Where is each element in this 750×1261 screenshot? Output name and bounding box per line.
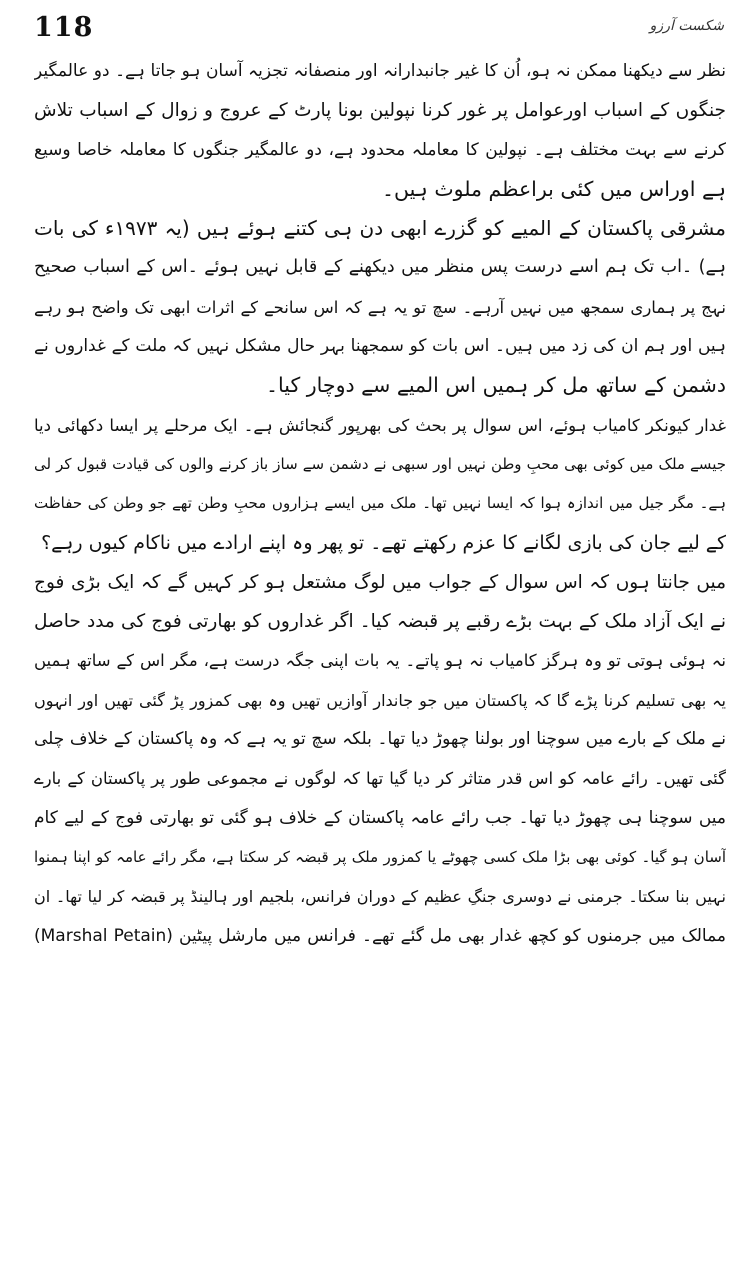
text-line: میں جانتا ہوں کہ اس سوال کے جواب میں لوگ مشتعل ہو کر کہیں گے کہ ایک بڑی فوج	[34, 571, 726, 593]
text-line: ہے اوراس میں کئی براعظم ملوث ہیں۔	[381, 176, 726, 201]
text-line: نہ ہوئی ہوتی تو وہ ہرگز کامیاب نہ ہو پاتے۔ یہ بات اپنی جگہ درست ہے، مگر اس کے ساتھ ہمیں	[34, 651, 726, 671]
paragraph-1	[34, 52, 726, 209]
paragraph-4	[34, 563, 726, 956]
text-line: کے لیے جان کی بازی لگانے کا عزم رکھتے تھے۔ تو پھر وہ اپنے ارادے میں ناکام کیوں رہے؟	[41, 531, 726, 554]
book-title: شکست آرزو	[649, 18, 724, 34]
paragraph-2	[34, 209, 726, 405]
text-line: نے ملک کے بارے میں سوچنا اور بولنا چھوڑ دیا تھا۔ بلکہ سچ تو یہ ہے کہ وہ پاکستان کے خلاف چلی	[34, 729, 726, 750]
text-line: میں سوچنا ہی چھوڑ دیا تھا۔ جب رائے عامہ پاکستان کے خلاف ہو گئی تو بھارتی فوج کے لیے کام	[34, 807, 726, 828]
text-line: کرنے سے بہت مختلف ہے۔ نپولین کا معاملہ محدود ہے، دو عالمگیر جنگوں کا معاملہ خاصا وسیع	[34, 139, 726, 160]
text-line: ہے) ۔اب تک ہم اسے درست پس منظر میں دیکھنے کے قابل نہیں ہوئے ۔اس کے اسباب صحیح	[34, 257, 726, 278]
text-line: گئی تھیں۔ رائے عامہ کو اس قدر متاثر کر دیا گیا تھا کہ لوگوں نے مجموعی طور پر پاکستان کے بارے	[34, 769, 726, 789]
text-line: نے ایک آزاد ملک کے بہت بڑے رقبے پر قبضہ کیا۔ اگر غداروں کو بھارتی فوج کی مدد حاصل	[34, 611, 726, 633]
running-header	[34, 12, 726, 52]
text-line: جنگوں کے اسباب اورعوامل پر غور کرنا نپولین بونا پارٹ کے عروج و زوال کے اسباب تلاش	[34, 100, 726, 122]
text-line: غدار کیونکر کامیاب ہوئے، اس سوال پر بحث کی بھرپور گنجائش ہے۔ ایک مرحلے پر ایسا دکھائی دیا	[34, 415, 726, 435]
text-line: ہیں اور ہم ان کی زد میں ہیں۔ اس بات کو سمجھنا بہر حال مشکل نہیں کہ ملت کے غداروں نے	[34, 336, 726, 357]
paragraph-3	[34, 406, 726, 563]
text-line: جیسے ملک میں کوئی بھی محبِ وطن نہیں اور سبھی نے دشمن سے ساز باز کرنے والوں کی قیادت قبول کر لی	[34, 454, 726, 473]
text-line: یہ بھی تسلیم کرنا پڑے گا کہ پاکستان میں جو جاندار آوازیں تھیں وہ بھی کمزور پڑ گئی تھیں اور انہوں	[34, 690, 726, 710]
text-line: نظر سے دیکھنا ممکن نہ ہو، اُن کا غیر جانبدارانہ اور منصفانہ تجزیہ آسان ہو جاتا ہے۔ دو عالمگیر	[34, 61, 726, 81]
text-line: ممالک میں جرمنوں کو کچھ غدار بھی مل گئے تھے۔ فرانس میں مارشل پیٹین (Marshal Petain)	[34, 925, 726, 946]
text-line: ہے۔ مگر جیل میں اندازہ ہوا کہ ایسا نہیں تھا۔ ملک میں ایسے ہزاروں محبِ وطن تھے جو وطن کی حفاظت	[34, 494, 726, 513]
text-line: نہج پر ہماری سمجھ میں نہیں آرہے۔ سچ تو یہ ہے کہ اس سانحے کے اثرات ابھی تک واضح ہو رہے	[34, 297, 726, 317]
text-line: آسان ہو گیا۔ کوئی بھی بڑا ملک کسی چھوٹے یا کمزور ملک پر قبضہ کر سکتا ہے، مگر رائے عامہ کو اپنا ہمنوا	[34, 847, 726, 866]
text-line: مشرقی پاکستان کے المیے کو گزرے ابھی دن ہی کتنے ہوئے ہیں (یہ ۱۹۷۳ء کی بات	[34, 216, 726, 241]
body-text	[34, 52, 726, 956]
page-number: 118	[34, 12, 94, 43]
text-line: دشمن کے ساتھ مل کر ہمیں اس المیے سے دوچار کیا۔	[266, 373, 726, 398]
text-line: نہیں بنا سکتا۔ جرمنی نے دوسری جنگِ عظیم کے دوران فرانس، بلجیم اور ہالینڈ پر قبضہ کر لیا تھا۔ ان	[34, 887, 726, 907]
